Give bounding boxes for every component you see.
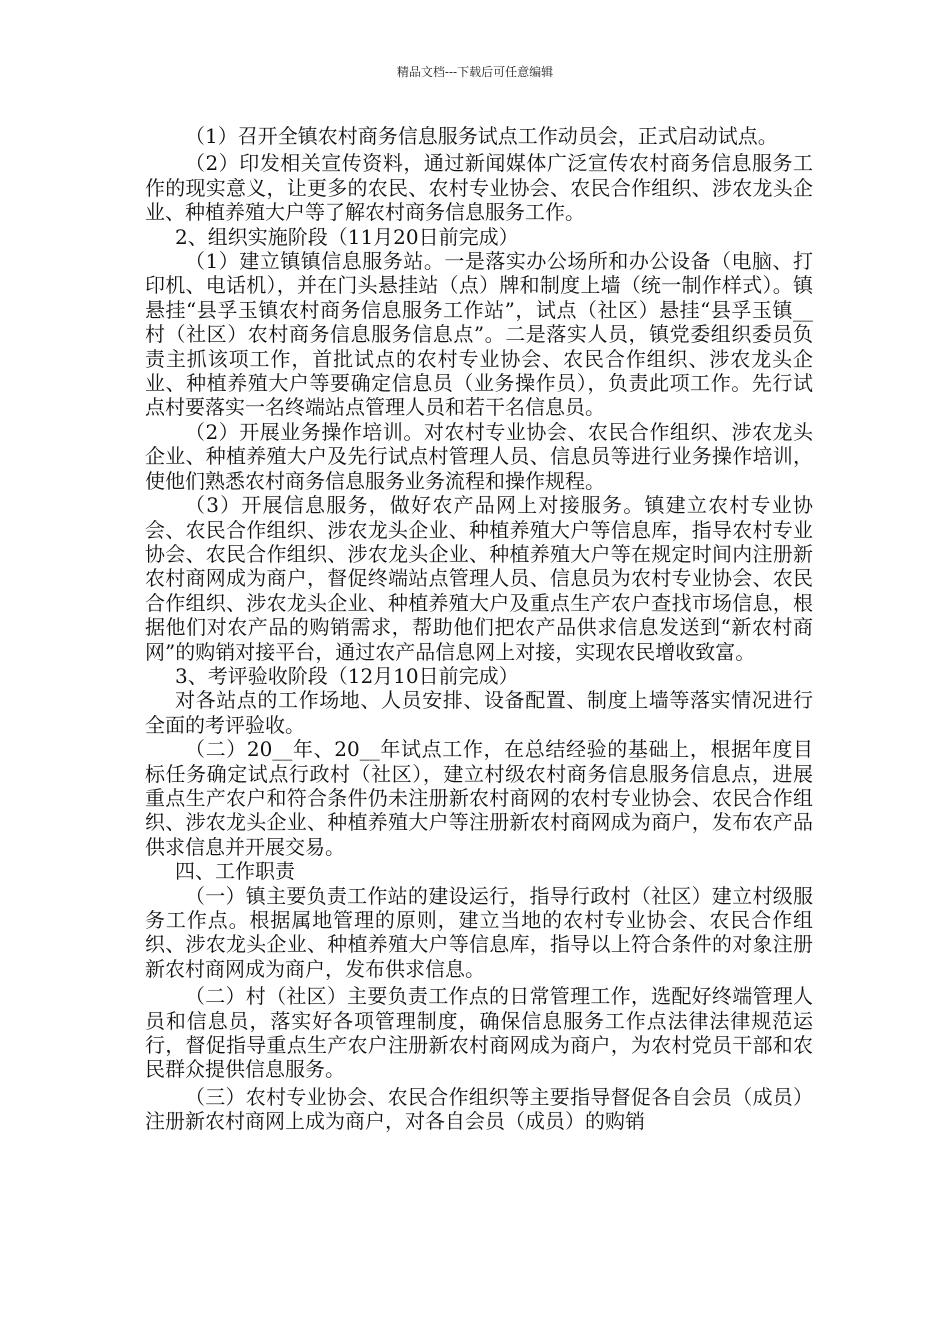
paragraph-8: 对各站点的工作场地、人员安排、设备配置、制度上墙等落实情况进行全面的考评验收。	[145, 688, 813, 737]
paragraph-4: （1）建立镇镇信息服务站。一是落实办公场所和办公设备（电脑、打印机、电话机），并在门头悬挂站（点）牌和制度上墙（统一制作样式）。镇悬挂“县孚玉镇农村商务信息服务工作站”，试点（社区）悬挂“县孚玉镇__村（社区）农村商务信息服务信息点”。二是落实人员，镇党委组织委员负责主抓该项工作，首批试点的农村专业协会、农民合作组织、涉农龙头企业、种植养殖大户等要确定信息员（业务操作员），负责此项工作。先行试点村要落实一名终端站点管理人员和若干名信息员。	[145, 249, 813, 420]
paragraph-2: （2）印发相关宣传资料，通过新闻媒体广泛宣传农村商务信息服务工作的现实意义，让更多的农民、农村专业协会、农民合作组织、涉农龙头企业、种植养殖大户等了解农村商务信息服务工作。	[145, 151, 813, 225]
paragraph-12: （二）村（社区）主要负责工作点的日常管理工作，选配好终端管理人员和信息员，落实好各项管理制度，确保信息服务工作点法律法律规范运行，督促指导重点生产农户注册新农村商网成为商户，为农村党员干部和农民群众提供信息服务。	[145, 984, 813, 1082]
document-body	[145, 124, 813, 1134]
paragraph-5: （2）开展业务操作培训。对农村专业协会、农民合作组织、涉农龙头企业、种植养殖大户及先行试点村管理人员、信息员等进行业务操作培训，使他们熟悉农村商务信息服务业务流程和操作规程。	[145, 419, 813, 493]
paragraph-7: 3、考评验收阶段（12月10日前完成）	[175, 663, 519, 688]
paragraph-6: （3）开展信息服务，做好农产品网上对接服务。镇建立农村专业协会、农民合作组织、涉农龙头企业、种植养殖大户等信息库，指导农村专业协会、农民合作组织、涉农龙头企业、种植养殖大户等在规定时间内注册新农村商网成为商户，督促终端站点管理人员、信息员为农村专业协会、农民合作组织、涉农龙头企业、种植养殖大户及重点生产农户查找市场信息，根据他们对农产品的购销需求，帮助他们把农产品供求信息发送到“新农村商网”的购销对接平台，通过农产品信息网上对接，实现农民增收致富。	[145, 493, 813, 664]
paragraph-13: （三）农村专业协会、农民合作组织等主要指导督促各自会员（成员）注册新农村商网上成为商户，对各自会员（成员）的购销	[145, 1084, 813, 1134]
paragraph-3: 2、组织实施阶段（11月20日前完成）	[175, 224, 519, 249]
paragraph-1: （1）召开全镇农村商务信息服务试点工作动员会，正式启动试点。	[185, 124, 778, 148]
page-header: 精品文档---下载后可任意编辑	[396, 65, 554, 79]
paragraph-9: （二）20__年、20__年试点工作，在总结经验的基础上，根据年度目标任务确定试点行政村（社区），建立村级农村商务信息服务信息点，进展重点生产农户和符合条件仍未注册新农村商网的农村专业协会、农民合作组织、涉农龙头企业、种植养殖大户等注册新农村商网成为商户，发布农产品供求信息并开展交易。	[145, 737, 813, 859]
paragraph-10: 四、工作职责	[175, 859, 295, 884]
paragraph-11: （一）镇主要负责工作站的建设运行，指导行政村（社区）建立村级服务工作点。根据属地管理的原则，建立当地的农村专业协会、农民合作组织、涉农龙头企业、种植养殖大户等信息库，指导以上符合条件的对象注册新农村商网成为商户，发布供求信息。	[145, 883, 813, 981]
